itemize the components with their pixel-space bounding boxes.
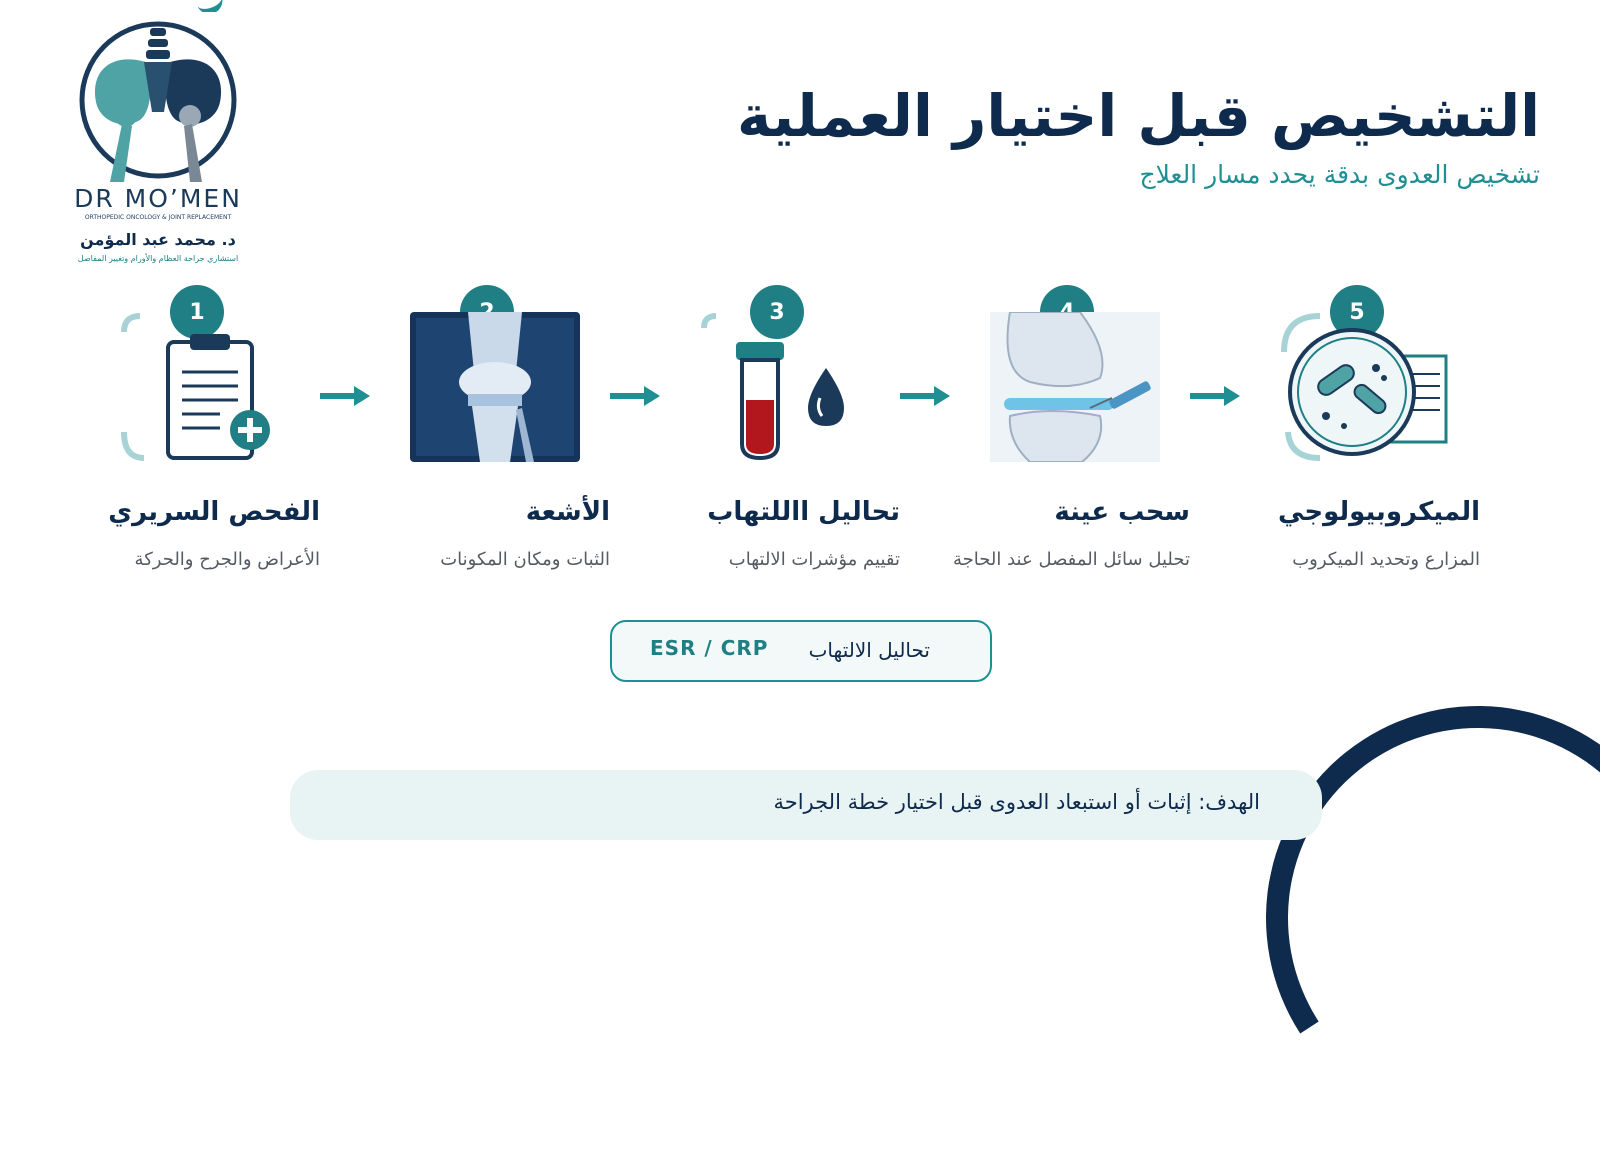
step-number-badge: 1 [170,285,224,339]
arrow-right-icon [900,384,950,408]
clinic-logo [40,12,276,270]
arrow-right-icon [1190,384,1240,408]
page-title: التشخيص قبل اختيار العملية [737,82,1540,150]
xray-knee-icon [410,312,580,462]
step-number-badge: 5 [1330,285,1384,339]
clipboard-medical-icon [120,312,290,462]
arrow-right-icon [320,384,370,408]
step-number-badge: 3 [750,285,804,339]
blood-test-icon [700,312,870,462]
goal-text: الهدف: إثبات أو استبعاد العدوى قبل اختيار خطة الجراحة [773,790,1260,814]
step-title: الأشعة [525,497,610,527]
step-description: تحليل سائل المفصل عند الحاجة [953,549,1190,570]
goal-banner [290,770,1322,840]
petri-dish-icon [1280,312,1450,462]
esr-crp-label: ESR / CRP [650,636,769,660]
lab-tests-label: تحاليل الالتهاب [808,638,930,662]
logo-arabic-subtitle: استشاري جراحة العظام والأورام وتغيير المفاصل [77,254,239,263]
step-description: تقييم مؤشرات الالتهاب [728,549,900,570]
logo-arabic-name: د. محمد عبد المؤمن [80,230,236,249]
logo-name: DR MO’MEN [74,184,242,213]
step-title: الفحص السريري [108,497,320,527]
decorative-corner-arc [1227,667,1600,1169]
lab-tests-pill [610,620,992,682]
page-subtitle: تشخيص العدوى بدقة يحدد مسار العلاج [1139,160,1540,189]
pelvis-logo-icon [40,12,276,184]
arrow-right-icon [610,384,660,408]
logo-tagline: ORTHOPEDIC ONCOLOGY & JOINT REPLACEMENT [84,214,232,221]
step-description: الثبات ومكان المكونات [440,549,610,570]
step-description: الأعراض والجرح والحركة [134,549,320,570]
step-title: سحب عينة [1054,497,1190,527]
joint-aspiration-icon [990,312,1160,462]
step-title: تحاليل االلتهاب [707,497,900,527]
step-description: المزارع وتحديد الميكروب [1292,549,1480,570]
step-title: الميكروبيولوجي [1278,497,1480,527]
